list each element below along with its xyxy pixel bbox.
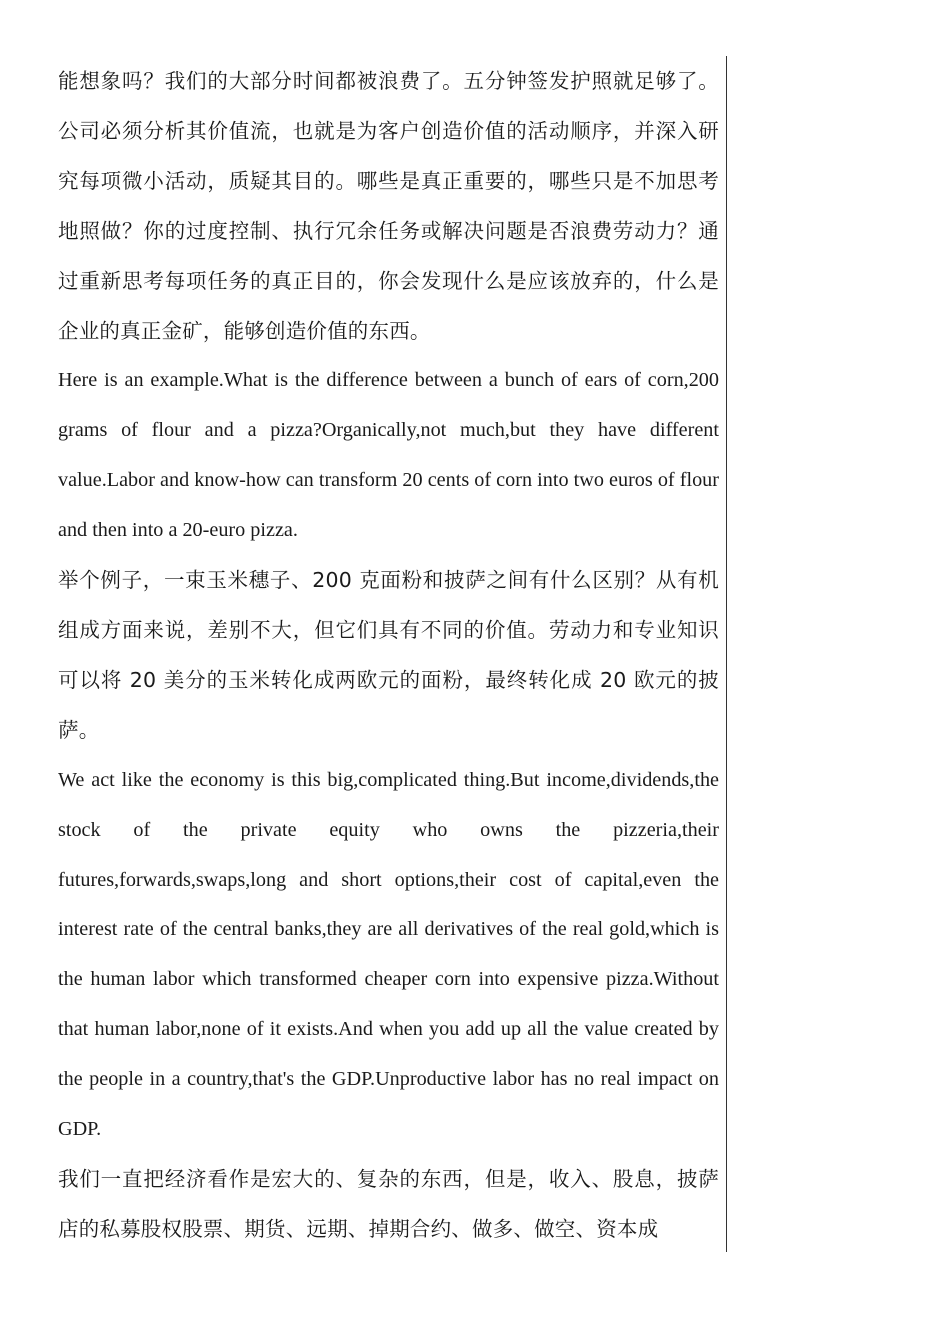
document-body (58, 57, 719, 1255)
paragraph-en-economy-gdp: We act like the economy is this big,complicated thing.But income,dividends,the stock of the private equity who owns the pizzeria,their futures,forwards,swaps,long and short options,their cost of capital,even the interest rate of the central banks,they are all derivatives of the real gold,which is the human labor which transformed cheaper corn into expensive pizza.Without that human labor,none of it exists.And when you add up all the value created by the people in a country,that's the GDP.Unproductive labor has no real impact on GDP. (58, 768, 719, 1141)
paragraph-zh-economy: 我们一直把经济看作是宏大的、复杂的东西，但是，收入、股息，披萨店的私募股权股票、期货、远期、掉期合约、做多、做空、资本成 (58, 1166, 719, 1241)
paragraph-zh-value-stream: 能想象吗？我们的大部分时间都被浪费了。五分钟签发护照就足够了。公司必须分析其价值流，也就是为客户创造价值的活动顺序，并深入研究每项微小活动，质疑其目的。哪些是真正重要的，哪些只是不加思考地照做？你的过度控制、执行冗余任务或解决问题是否浪费劳动力？通过重新思考每项任务的真正目的，你会发现什么是应该放弃的，什么是企业的真正金矿，能够创造价值的东西。 (58, 69, 719, 343)
paragraph-en-pizza-example: Here is an example.What is the difference between a bunch of ears of corn,200 grams of flour and a pizza?Organically,not much,but they have different value.Labor and know-how can transform 20 cents of corn into two euros of flour and then into a 20-euro pizza. (58, 369, 719, 542)
right-margin-rule (726, 56, 727, 1252)
paragraph-zh-pizza-example: 举个例子，一束玉米穗子、200 克面粉和披萨之间有什么区别？从有机组成方面来说，差别不大，但它们具有不同的价值。劳动力和专业知识可以将 20 美分的玉米转化成两欧元的面粉，最终转化成 20 欧元的披萨。 (58, 568, 719, 742)
